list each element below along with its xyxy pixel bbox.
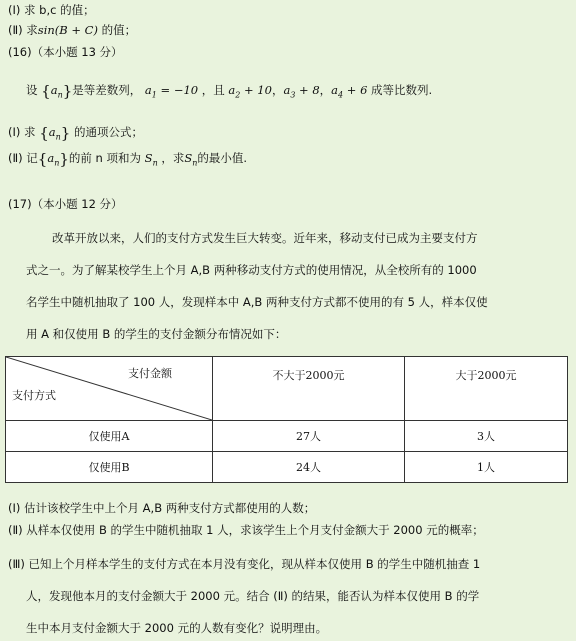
q17-part3c: 生中本月支付金额大于 2000 元的人数有变化？说明理由。 xyxy=(26,621,328,635)
q16-a1-val: = −10 xyxy=(156,83,199,97)
q16-part2: (Ⅱ) 记$\{a_n\}$的前 n 项和为 $S_n$ ，求$S_n$的最小值. xyxy=(8,150,248,168)
payment-table xyxy=(5,356,568,483)
table-cell: 24人 xyxy=(213,452,405,483)
q16-header: (16)（本小题 13 分） xyxy=(8,45,123,59)
table-row xyxy=(6,421,568,452)
row-label: 仅使用A xyxy=(6,421,213,452)
q16-t1: a xyxy=(228,83,236,97)
q16-seq-sub: n xyxy=(57,90,63,100)
q16-t3-val: + 6 xyxy=(343,83,368,97)
q16-sn-sub: n xyxy=(152,158,158,168)
q16-a1: a xyxy=(144,83,152,97)
q15-part2-math: sin(B + C) xyxy=(37,23,98,37)
q16-part2-pre: (Ⅱ) 记 xyxy=(8,151,38,165)
q16-stmt-pre: 设 xyxy=(26,83,38,97)
q16-t3-sub: 4 xyxy=(338,90,344,100)
q17-para4: 用 A 和仅使用 B 的学生的支付金额分布情况如下： xyxy=(26,327,287,341)
q17-header: (17)（本小题 12 分） xyxy=(8,197,123,211)
q16-part2-mid2: ，求 xyxy=(161,151,185,165)
q15-part2-post: 的值； xyxy=(97,23,137,37)
table-cell: 1人 xyxy=(404,452,567,483)
corner-top-label: 支付金额 xyxy=(128,367,172,380)
q16-part1-post: 的通项公式； xyxy=(73,125,143,139)
q16-t1-val: + 10 xyxy=(240,83,272,97)
q17-para1: 改革开放以来，人们的支付方式发生巨大转变。近年来，移动支付已成为主要支付方 xyxy=(52,231,478,245)
q16-t2-val: + 8 xyxy=(295,83,320,97)
q16-part2-mid: 的前 n 项和为 xyxy=(68,151,142,165)
q16-t3: a xyxy=(331,83,339,97)
q16-part2-end: 的最小值. xyxy=(197,151,248,165)
col-header-2: 大于2000元 xyxy=(404,357,567,421)
table-cell: 3人 xyxy=(404,421,567,452)
corner-bottom-label: 支付方式 xyxy=(12,389,56,402)
q16-statement: 设 $\{a_n\}$是等差数列， $a_1 = -10$ ，且 $a_2 + 10$，$a_3 + 8$，$a_4 + 6$ 成等比数列. xyxy=(26,82,433,100)
q16-seq: a xyxy=(50,83,58,97)
q16-t2: a xyxy=(283,83,291,97)
q17-part2: (Ⅱ) 从样本仅使用 B 的学生中随机抽取 1 人，求该学生上个月支付金额大于 2000 元的概率； xyxy=(8,523,484,537)
table-cell: 27人 xyxy=(213,421,405,452)
q16-a1-sub: 1 xyxy=(151,90,157,100)
q15-part2-pre: (Ⅱ) 求 xyxy=(8,23,38,37)
q16-part1: (Ⅰ) 求 $\{a_n\}$ 的通项公式； xyxy=(8,124,143,142)
table-corner-cell xyxy=(6,357,213,421)
q17-para2: 式之一。为了解某校学生上个月 A,B 两种移动支付方式的使用情况，从全校所有的 1000 xyxy=(26,263,477,277)
row-label: 仅使用B xyxy=(6,452,213,483)
q17-part3b: 人，发现他本月的支付金额大于 2000 元。结合 (Ⅱ) 的结果，能否认为样本仅使用 B 的学 xyxy=(26,589,480,603)
q15-part2 xyxy=(8,22,136,38)
q16-t2-sub: 3 xyxy=(290,90,296,100)
q16-sn: S xyxy=(144,151,153,165)
table-row xyxy=(6,452,568,483)
q16-stmt-end: 成等比数列. xyxy=(371,83,433,97)
q16-stmt-mid1: 是等差数列， xyxy=(72,83,142,97)
table-header-row xyxy=(6,357,568,421)
q17-part3a: (Ⅲ) 已知上个月样本学生的支付方式在本月没有变化，现从样本仅使用 B 的学生中随机抽查 1 xyxy=(8,557,481,571)
q16-t1-sub: 2 xyxy=(235,90,241,100)
q17-para3: 名学生中随机抽取了 100 人，发现样本中 A,B 两种支付方式都不使用的有 5 人，样本仅使 xyxy=(26,295,488,309)
q17-part1: (Ⅰ) 估计该校学生中上个月 A,B 两种支付方式都使用的人数； xyxy=(8,501,316,515)
col-header-1: 不大于2000元 xyxy=(213,357,405,421)
q16-part1-pre: (Ⅰ) 求 xyxy=(8,125,36,139)
q16-stmt-mid2: ，且 xyxy=(201,83,225,97)
q15-part1: (Ⅰ) 求 b,c 的值； xyxy=(8,3,95,17)
